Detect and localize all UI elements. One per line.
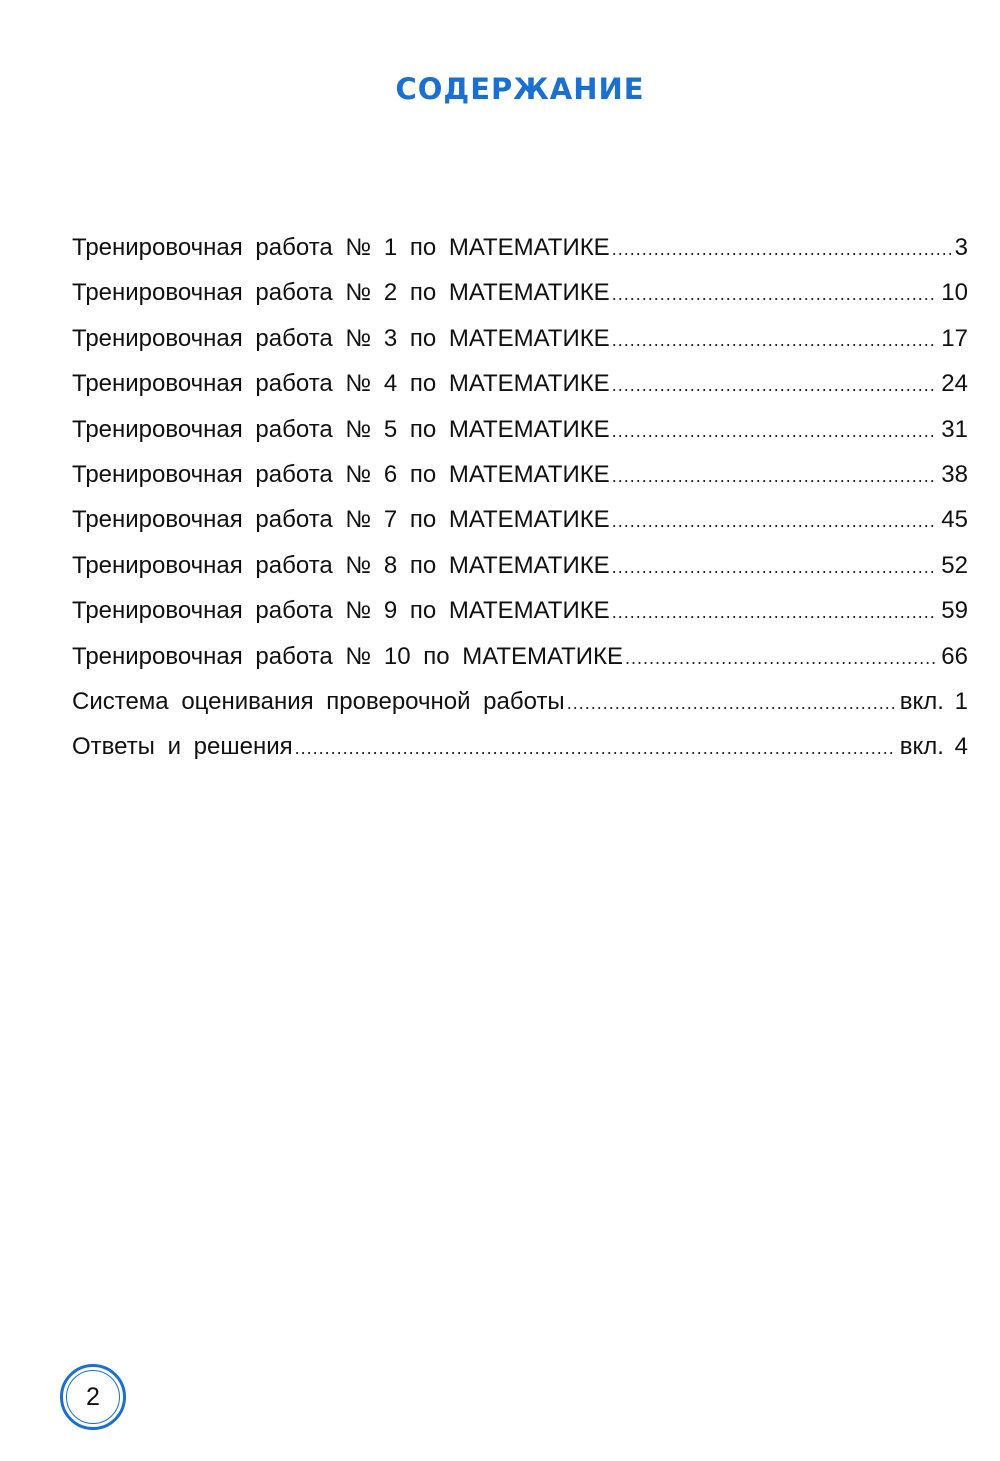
page-title: СОДЕРЖАНИЕ — [395, 72, 645, 106]
toc-entry-page: 45 — [941, 506, 968, 534]
toc-entry[interactable] — [72, 270, 968, 315]
dot-leader — [612, 409, 938, 454]
page-number: 2 — [66, 1370, 120, 1424]
dot-leader — [612, 545, 938, 590]
toc-entry-page: 24 — [941, 370, 968, 398]
toc-entry-label: Тренировочная работа № 7 по МАТЕМАТИКЕ — [72, 506, 610, 534]
toc-entry[interactable] — [72, 361, 968, 406]
toc-entry-page: 59 — [941, 597, 968, 625]
page-number-badge — [60, 1364, 126, 1430]
toc-entry-page: 52 — [941, 551, 968, 579]
toc-entry-label: Тренировочная работа № 6 по МАТЕМАТИКЕ — [72, 460, 610, 488]
toc-entry-page: 3 — [954, 234, 968, 261]
toc-entry-label: Тренировочная работа № 2 по МАТЕМАТИКЕ — [72, 279, 610, 307]
toc-entry-page: 38 — [941, 460, 968, 488]
toc-entry-page: вкл. 1 — [899, 687, 968, 715]
dot-leader — [612, 454, 938, 499]
dot-leader — [612, 363, 938, 408]
toc-entry[interactable] — [72, 543, 968, 588]
toc-entry[interactable] — [72, 225, 968, 270]
toc-entry-label: Тренировочная работа № 9 по МАТЕМАТИКЕ — [72, 597, 610, 625]
toc-entry-page: 10 — [941, 279, 968, 307]
dot-leader — [612, 227, 951, 272]
toc-entry-page: 66 — [941, 642, 968, 670]
toc-entry-label: Система оценивания проверочной работы — [72, 687, 565, 715]
toc-entry-label: Тренировочная работа № 10 по МАТЕМАТИКЕ — [72, 642, 624, 670]
toc-entry[interactable] — [72, 316, 968, 361]
toc-entry-page: вкл. 4 — [899, 733, 968, 761]
dot-leader — [612, 272, 938, 317]
toc-entry[interactable] — [72, 497, 968, 542]
dot-leader — [625, 636, 937, 681]
toc-entry-label: Тренировочная работа № 5 по МАТЕМАТИКЕ — [72, 415, 610, 443]
toc-entry[interactable] — [72, 634, 968, 679]
toc-entry-page: 17 — [941, 324, 968, 352]
toc-entry-label: Тренировочная работа № 3 по МАТЕМАТИКЕ — [72, 324, 610, 352]
dot-leader — [295, 726, 896, 771]
dot-leader — [612, 590, 938, 635]
toc-entry-page: 31 — [941, 415, 968, 443]
toc-entry[interactable] — [72, 679, 968, 724]
toc-entry[interactable] — [72, 407, 968, 452]
toc-entry[interactable] — [72, 588, 968, 633]
dot-leader — [612, 499, 938, 544]
toc-entry-label: Тренировочная работа № 4 по МАТЕМАТИКЕ — [72, 370, 610, 398]
toc-entry-label: Тренировочная работа № 1 по МАТЕМАТИКЕ — [72, 234, 610, 261]
toc-entry[interactable] — [72, 724, 968, 769]
table-of-contents — [72, 225, 968, 770]
toc-entry-label: Тренировочная работа № 8 по МАТЕМАТИКЕ — [72, 551, 610, 579]
toc-entry-label: Ответы и решения — [72, 733, 293, 761]
dot-leader — [567, 681, 896, 726]
toc-entry[interactable] — [72, 452, 968, 497]
dot-leader — [612, 318, 938, 363]
